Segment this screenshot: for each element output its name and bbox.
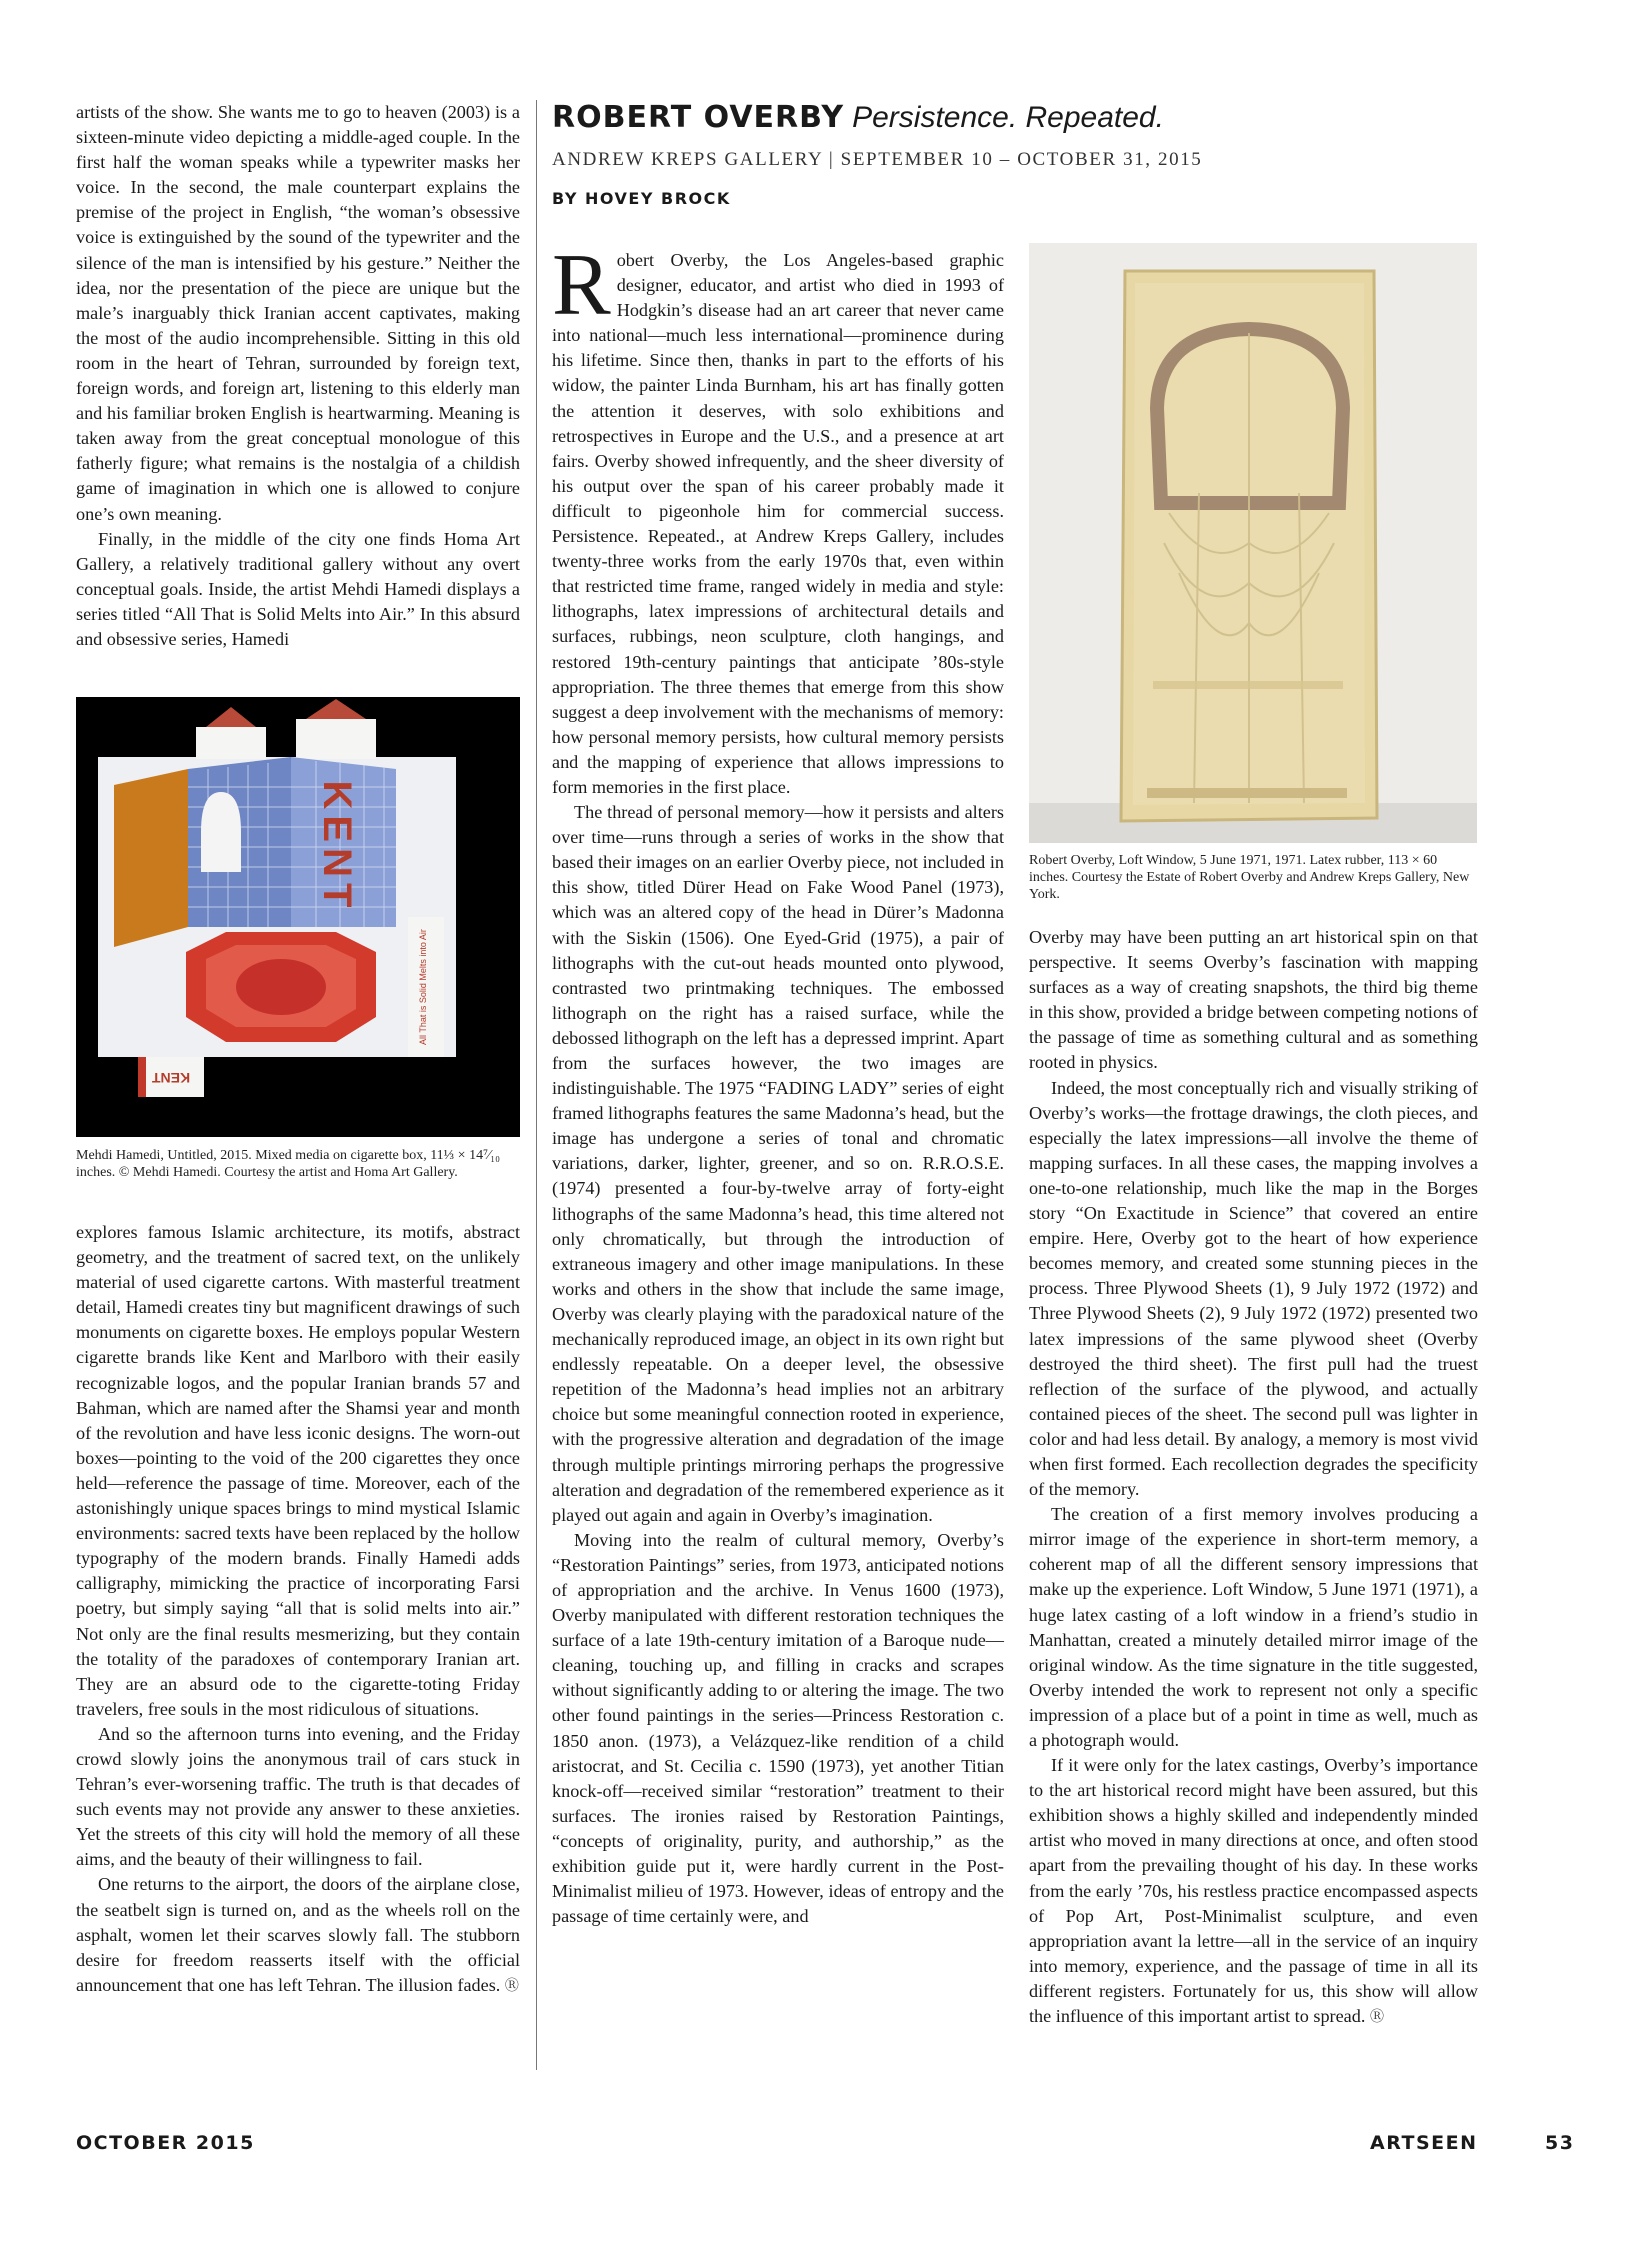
figure-2-caption: Robert Overby, Loft Window, 5 June 1971, 1971. Latex rubber, 113 × 60 inches. Courtesy the Estate of Robert Overby and Andrew Kreps Gallery, New York. bbox=[1029, 853, 1470, 902]
paragraph: Overby may have been putting an art historical spin on that perspective. It seems Overby’s fascination with mapping surfaces as a way of creating snapshots, the third big theme in this show, provided a bridge between competing notions of the passage of time as something cultural and as something rooted in physics. bbox=[1029, 927, 1478, 1073]
artwork-side-text: All That is Solid Melts into Air bbox=[418, 929, 428, 1045]
paragraph-text: One returns to the airport, the doors of the airplane close, the seatbelt sign is turned on, and as the wheels roll on the asphalt, women let their scarves slowly fall. The stubborn desire for freedom reasserts itself with the official announcement that one has left Tehran. The illusion fades. bbox=[76, 1874, 520, 1995]
column-1-bottom bbox=[76, 1220, 520, 1999]
paragraph bbox=[552, 237, 1004, 800]
column-divider bbox=[536, 100, 537, 2070]
article-header bbox=[552, 100, 1502, 208]
footer-section: ARTSEEN bbox=[1370, 2132, 1478, 2154]
column-1-top bbox=[76, 100, 520, 652]
figure-1-caption: Mehdi Hamedi, Untitled, 2015. Mixed media on cigarette box, 11⅓ × 14⁷⁄₁₀ inches. © Mehdi Hamedi. Courtesy the artist and Homa Art Gallery. bbox=[76, 1148, 501, 1180]
latex-window-artwork bbox=[1029, 243, 1477, 843]
loft-window-image bbox=[1029, 243, 1477, 843]
drop-cap: R bbox=[552, 237, 611, 334]
page-number: 53 bbox=[1545, 2132, 1575, 2154]
paragraph: Finally, in the middle of the city one finds Homa Art Gallery, a relatively traditional gallery without any overt conceptual goals. Inside, the artist Mehdi Hamedi displays a series titled “All That is Solid Melts into Air.” In this absurd and obsessive series, Hamedi bbox=[76, 528, 520, 649]
column-3 bbox=[1029, 925, 1478, 2030]
paragraph: The creation of a first memory involves producing a mirror image of the experience in short-term memory, a coherent map of all the different sensory impressions that make up the experience. Loft Window, 5 June 1971 (1971), a huge latex casting of a loft window in a friend’s studio in Manhattan, created a minutely detailed mirror image of the original window. As the time signature in the title suggested, Overby intended the work to represent not only a specific impression of a place but of a point in time as well, much as a photograph would. bbox=[1029, 1504, 1478, 1750]
paragraph: The thread of personal memory—how it persists and alters over time—runs through a series of works in the show that based their images on an earlier Overby piece, not included in this show, titled Dürer Head on Fake Wood Panel (1973), which was an altered copy of the head in Dürer’s Madonna with the Siskin (1506). One Eyed-Grid (1975), a pair of lithographs with the cut-out heads mounted onto plywood, contrasted two printmaking techniques. The embossed lithograph on the right has a raised surface, while the debossed lithograph on the left has a depressed imprint. Apart from the surfaces however, the two images are indistinguishable. The 1975 “FADING LADY” series of eight framed lithographs features the same Madonna’s head, but the image has undergone a series of tonal and chromatic variations, darker, lighter, greener, and so on. R.R.O.S.E. (1974) presented a four-by-twelve array of forty-eight lithographs of the same Madonna’s head, this time altered not only chromatically, but through the introduction of extraneous imagery and other image manipulations. In these works and others in the show that include the same image, Overby was clearly playing with the paradoxical nature of the mechanically reproduced image, an object in its own right but endlessly repeatable. On a deeper level, the obsessive repetition of the Madonna’s head implies not an arbitrary choice but some meaningful connection rooted in experience, with the progressive alteration and degradation of the image through multiple printings mirroring perhaps the progressive alteration and degradation of the remembered experience as it played out again and again in Overby’s imagination. bbox=[552, 802, 1005, 1525]
paragraph: Indeed, the most conceptually rich and visually striking of Overby’s works—the frottage drawings, the cloth pieces, and especially the latex impressions—all involve the theme of mapping surfaces. In all these cases, the mapping involves a one-to-one relationship, much like the map in the Borges story “On Exactitude in Science” that covered an entire empire. Here, Overby got to the heart of how experience becomes memory, and created some stunning pieces in the process. Three Plywood Sheets (1), 9 July 1972 (1972) and Three Plywood Sheets (2), 9 July 1972 (1972) presented two latex impressions of the same plywood sheet (Overby destroyed the third sheet). The first pull had the truest reflection of the surface of the plywood, and actually contained pieces of the sheet. The second pull was lighter in color and had less detail. By analogy, a memory is most vivid when first formed. Each recollection degrades the specificity of the memory. bbox=[1029, 1077, 1478, 1500]
hamedi-artwork-image bbox=[76, 697, 520, 1137]
paragraph bbox=[76, 1872, 520, 1998]
end-mark-icon: Ⓡ bbox=[1369, 2010, 1384, 2026]
venue-dates: ANDREW KREPS GALLERY | SEPTEMBER 10 – OCTOBER 31, 2015 bbox=[552, 149, 1203, 170]
footer-issue-date: OCTOBER 2015 bbox=[76, 2132, 255, 2154]
paragraph: explores famous Islamic architecture, its motifs, abstract geometry, and the treatment of sacred text, on the unlikely material of used cigarette cartons. With masterful treatment detail, Hamedi creates tiny but magnificent drawings of such monuments on cigarette boxes. He employs popular Western cigarette brands like Kent and Marlboro with their easily recognizable logos, and the popular Iranian brands 57 and Bahman, which are named after the Shamsi year and month of the revolution and have less iconic designs. The worn-out boxes—pointing to the void of the 200 cigarettes they once held—reference the passage of time. Moreover, each of the astonishingly unique spaces brings to mind mystical Islamic environments: sacred texts have been replaced by the hollow typography of the modern brands. Finally Hamedi adds calligraphy, mimicking the practice of incorporating Farsi poetry, but simply saying “all that is solid melts into air.” Not only are the final results mesmerizing, but they contain the totality of the paradoxes of contemporary Iranian art. They are an absurd ode to the cigarette-toting Friday travelers, free souls in the most ridiculous of situations. bbox=[76, 1222, 520, 1719]
end-mark-icon: Ⓡ bbox=[504, 1978, 519, 1994]
paragraph: And so the afternoon turns into evening, and the Friday crowd slowly joins the anonymous trail of cars stuck in Tehran’s ever-worsening traffic. The truth is that decades of such events may not provide any answer to these anxieties. Yet the streets of this city will hold the memory of all these aims, and the beauty of their willingness to fail. bbox=[76, 1723, 520, 1870]
kent-logo-text: KENT bbox=[315, 780, 359, 914]
cigarette-box-artwork bbox=[76, 697, 520, 1137]
byline: BY HOVEY BROCK bbox=[552, 189, 731, 208]
paragraph: Moving into the realm of cultural memory, Overby’s “Restoration Paintings” series, from 1973, anticipated notions of appropriation and the archive. In Venus 1600 (1973), Overby manipulated with different restoration techniques the surface of a late 19th-century imitation of a Baroque nude—cleaning, touching up, and filling in cracks and scrapes without significantly adding to or altering the image. The two other found paintings in the series—Princess Restoration c. 1850 anon. (1973), a Velázquez-like rendition of a child aristocrat, and St. Cecilia c. 1590 (1973), yet another Titian knock-off—received similar “restoration” treatment to their surfaces. The ironies raised by Restoration Paintings, “concepts of originality, purity, and authorship,” as the exhibition guide put it, were hardly current in the Post-Minimalist milieu of 1973. However, ideas of entropy and the passage of time certainly were, and bbox=[552, 1529, 1004, 1927]
column-2 bbox=[552, 237, 1005, 1929]
paragraph: artists of the show. She wants me to go to heaven (2003) is a sixteen-minute video depicting a middle-aged couple. In the first half the woman speaks while a typewriter masks her voice. In the second, the male counterpart explains the premise of the project in English, “the woman’s obsessive voice is extinguished by the sound of the typewriter and the silence of the man is intensified by his gesture.” Neither the idea, nor the presentation of the piece are unique but the male’s inarguably thick Iranian accent captivates, making the most of the audio incomprehensible. Sitting in this old room in the heart of Tehran, surrounded by foreign text, foreign words, and foreign art, listening to this elderly man and his familiar broken English is heartwarming. Meaning is taken away from the great conceptual monologue of this fatherly figure; what remains is the nostalgia of a childish game of imagination in which one is allowed to conjure one’s own meaning. bbox=[76, 102, 520, 524]
paragraph bbox=[1029, 1753, 1478, 2030]
kent-logo-small: KENT bbox=[151, 1070, 191, 1086]
paragraph-text: If it were only for the latex castings, Overby’s importance to the art historical record might have been assured, but this exhibition shows a highly skilled and independently minded artist who moved in many directions at once, and often stood apart from the prevailing thought of his day. In these works from the early ’70s, his restless practice encompassed aspects of Pop Art, Post-Minimalist sculpture, and even appropriation avant la lettre—all in the service of an inquiry into memory, experience, and the passage of time in all its different registers. Fortunately for us, this show will allow the influence of this important artist to spread. bbox=[1029, 1755, 1478, 2027]
article-title bbox=[552, 100, 1502, 135]
paragraph-text: obert Overby, the Los Angeles-based graphic designer, educator, and artist who died in 1993 of Hodgkin’s disease had an art career that never came into national—much less international—prominence during his lifetime. Since then, thanks in part to the efforts of his widow, the painter Linda Burnham, his art has finally gotten the attention it deserves, with solo exhibitions and retrospectives in Europe and the U.S., and a presence at art fairs. Overby showed infrequently, and the sheer diversity of his output over the span of his career probably made it difficult to pigeonhole him for commercial success. Persistence. Repeated., at Andrew Kreps Gallery, includes twenty-three works from the early 1970s that, even within that restricted time frame, ranged widely in media and style: lithographs, latex impressions of architectural details and surfaces, rubbings, neon sculpture, cloth hangings, and restored 19th-century paintings that anticipate ’80s-style appropriation. The three themes that emerge from this show suggest a deep involvement with the mechanisms of memory: how personal memory persists, how cultural memory persists and the mapping of experience that allows impressions to form memories in the first place. bbox=[552, 250, 1004, 797]
artist-name: ROBERT OVERBY bbox=[552, 100, 845, 135]
show-title: Persistence. Repeated. bbox=[852, 101, 1164, 134]
